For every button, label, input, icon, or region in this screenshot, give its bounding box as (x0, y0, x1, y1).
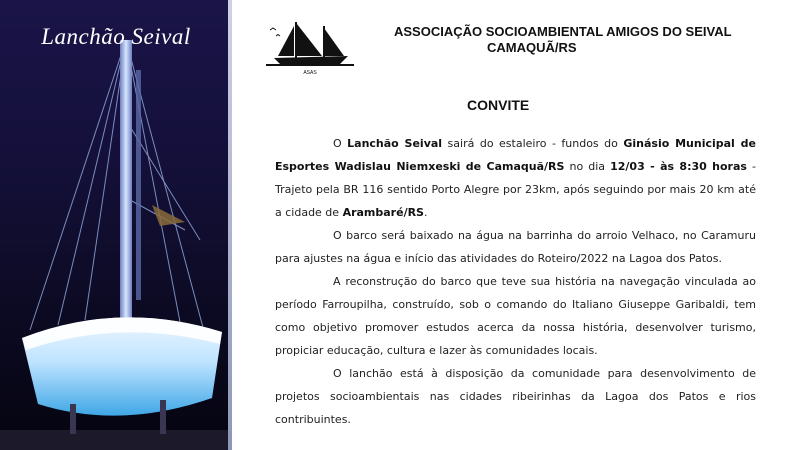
destination-city: Arambaré/RS (342, 206, 424, 219)
venue-name: Ginásio Municipal de Esportes Wadislau Niemxeski de Camaquã/RS (275, 137, 756, 173)
organization-name: ASSOCIAÇÃO SOCIOAMBIENTAL AMIGOS DO SEIVAL (394, 24, 732, 39)
boat-name: Lanchão Seival (347, 137, 443, 150)
photo-title: Lanchão Seival (41, 24, 191, 49)
document-heading: CONVITE (467, 97, 530, 113)
paragraph-1: O Lanchão Seival sairá do estaleiro - fundos do Ginásio Municipal de Esportes Wadislau Niemxeski de Camaquã/RS no dia 12/03 - às 8:30 horas - Trajeto pela BR 116 sentido Porto Alegre por 23km, após seguindo por mais 20 km até a cidade de Arambaré/RS. (275, 137, 756, 219)
paragraph-3: A reconstrução do barco que teve sua história na navegação vinculada ao período Farroupilha, construído, sob o comando do Italiano Giuseppe Garibaldi, tem como objetivo promover estudos acerca da nossa história, desenvolver turismo, propiciar educação, cultura e lazer às comunidades locais. (275, 275, 756, 357)
mast (120, 40, 132, 340)
boat-illustration (0, 0, 232, 450)
event-datetime: 12/03 - às 8:30 horas (610, 160, 747, 173)
logo-caption: ASAS (303, 70, 317, 76)
letter-body (275, 132, 756, 431)
paragraph-2: O barco será baixado na água na barrinha do arroio Velhaco, no Caramuru para ajustes na água e início das atividades do Roteiro/2022 na Lagoa dos Patos. (275, 229, 756, 265)
boat-photo (0, 0, 232, 450)
association-logo (264, 18, 358, 78)
paragraph-4: O lanchão está à disposição da comunidade para desenvolvimento de projetos socioambientais nas cidades ribeirinhas da Lagoa dos Patos e rios contribuintes. (275, 367, 756, 426)
organization-city: CAMAQUÃ/RS (487, 40, 577, 55)
